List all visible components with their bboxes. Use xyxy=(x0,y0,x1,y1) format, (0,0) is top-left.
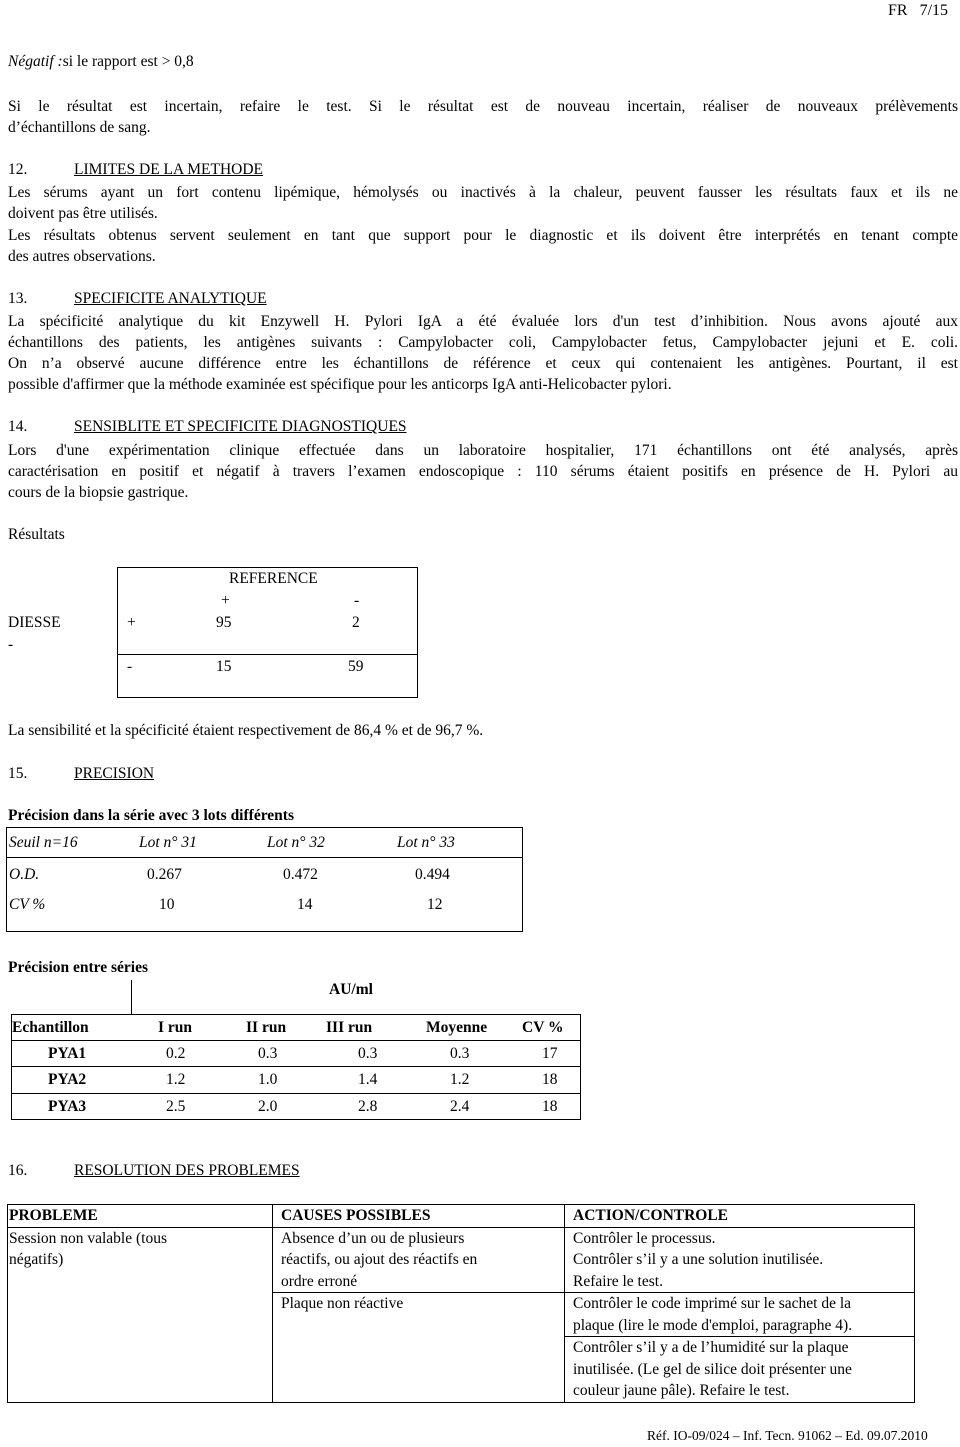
text-line: Absence d’un ou de plusieurs xyxy=(281,1229,465,1247)
row-plus-a: 95 xyxy=(216,614,232,631)
table-header-cell: Moyenne xyxy=(426,1018,488,1036)
cause-cell xyxy=(273,1227,565,1293)
section-title: PRECISION xyxy=(74,765,155,782)
reference-minus: - xyxy=(354,592,360,609)
table-cell: 2.8 xyxy=(358,1097,378,1115)
table-cell: 0.3 xyxy=(358,1044,378,1062)
table-cell: 18 xyxy=(542,1071,558,1088)
problem-cell xyxy=(8,1227,273,1402)
section-15-heading xyxy=(8,765,154,783)
row-plus-sign: + xyxy=(127,614,136,631)
section-12-paragraph-1 xyxy=(8,182,958,224)
table-cell: 2.4 xyxy=(450,1097,470,1115)
reference-header: REFERENCE xyxy=(229,570,318,587)
incertain-paragraph xyxy=(8,96,958,138)
table-cell: 0.3 xyxy=(258,1044,278,1062)
cause-cell: Plaque non réactive xyxy=(273,1293,565,1403)
table-cell: 14 xyxy=(297,895,313,913)
text-line: ordre erroné xyxy=(281,1272,358,1290)
text-line: La spécificité analytique du kit Enzywell H. Pylori IgA a été évaluée lors d'un test d’inhibition. Nous avons ajouté aux xyxy=(8,313,958,330)
table-header-cell: CV % xyxy=(522,1018,564,1036)
language-code: FR xyxy=(888,2,908,19)
text-line: Lors d'une expérimentation clinique effectuée dans un laboratoire hospitalier, 171 échantillons ont été analysés, après xyxy=(8,442,958,459)
negatif-line xyxy=(8,53,194,71)
table-row xyxy=(7,892,523,932)
table-row-label: CV % xyxy=(9,895,46,913)
diesse-minus: - xyxy=(8,636,14,653)
text-line: Contrôler s’il y a de l’humidité sur la plaque xyxy=(573,1339,849,1356)
row-minus-b: 59 xyxy=(348,658,364,675)
page-footer: Réf. IO-09/024 – Inf. Tecn. 91062 – Ed. 09.07.2010 xyxy=(647,1428,928,1443)
incertain-line-1: Si le résultat est incertain, refaire le test. Si le résultat est de nouveau incertain, réaliser de nouveaux prélèvements xyxy=(8,98,958,115)
table-row xyxy=(12,1041,581,1067)
section-16-heading xyxy=(8,1162,300,1180)
inter-precision-title: Précision entre séries xyxy=(8,959,149,976)
text-line: inutilisée. (Le gel de silice doit présenter une xyxy=(573,1360,852,1378)
text-line: Les sérums ayant un fort contenu lipémique, hémolysés ou inactivés à la chaleur, peuvent fausser les résultats faux et ils ne xyxy=(8,184,958,201)
text-line: cours de la biopsie gastrique. xyxy=(8,484,189,501)
text-line: plaque (lire le mode d'emploi, paragraphe 4). xyxy=(573,1316,853,1334)
table-cell: 2.5 xyxy=(166,1097,186,1115)
section-number: 13. xyxy=(8,290,28,307)
table-header-cell: Lot n° 31 xyxy=(139,833,197,851)
section-title: RESOLUTION DES PROBLEMES xyxy=(74,1162,300,1179)
section-13-heading xyxy=(8,290,267,308)
table-row-label: PYA1 xyxy=(48,1044,87,1062)
text-line: Contrôler le processus. xyxy=(573,1229,716,1247)
text-line: Contrôler le code imprimé sur le sachet de la xyxy=(573,1295,852,1312)
troubleshooting-table xyxy=(7,1204,915,1403)
text-line: Session non valable (tous xyxy=(9,1229,167,1247)
table-cell: 12 xyxy=(427,895,443,913)
incertain-line-2: d’échantillons de sang. xyxy=(8,119,151,136)
text-line: possible d'affirmer que la méthode examinée est spécifique pour les anticorps IgA anti-Helicobacter pylori. xyxy=(8,376,672,393)
section-14-heading xyxy=(8,418,407,436)
section-title: SENSIBLITE ET SPECIFICITE DIAGNOSTIQUES xyxy=(74,418,407,435)
table-header-cell: Lot n° 32 xyxy=(267,833,325,851)
text-line: Les résultats obtenus servent seulement en tant que support pour le diagnostic et ils doivent être interprétés en tenant compte xyxy=(8,227,958,244)
row-minus-a: 15 xyxy=(216,658,232,675)
page-header xyxy=(888,2,948,20)
table-header-cell: PROBLEME xyxy=(8,1205,273,1228)
table-cell: 2.0 xyxy=(258,1097,278,1115)
table-cell: 1.0 xyxy=(258,1071,278,1088)
negatif-text: si le rapport est > 0,8 xyxy=(62,53,194,70)
table-row-label: PYA3 xyxy=(48,1097,87,1115)
table-row xyxy=(8,1205,915,1228)
table-row xyxy=(7,858,523,892)
section-number: 16. xyxy=(8,1162,28,1179)
table-cell: 0.3 xyxy=(450,1044,470,1062)
section-number: 14. xyxy=(8,418,28,435)
text-line: doivent pas être utilisés. xyxy=(8,205,158,222)
text-line: Refaire le test. xyxy=(573,1272,663,1290)
section-12-heading xyxy=(8,161,263,179)
table-cell: 0.2 xyxy=(166,1044,186,1062)
table-header-cell: ACTION/CONTROLE xyxy=(573,1207,729,1224)
table-header-cell: CAUSES POSSIBLES xyxy=(273,1205,565,1228)
action-cell xyxy=(565,1227,915,1293)
table-header-cell: II run xyxy=(246,1018,287,1036)
text-line: Contrôler s’il y a une solution inutilisée. xyxy=(573,1251,824,1268)
row-minus-sign: - xyxy=(127,658,133,675)
table-cell: 1.4 xyxy=(358,1071,378,1088)
table-cell: 17 xyxy=(542,1044,558,1062)
table-header-cell: Seuil n=16 xyxy=(9,833,78,851)
negatif-label: Négatif : xyxy=(8,53,63,70)
text-line: négatifs) xyxy=(9,1251,64,1268)
table-cell: 0.472 xyxy=(283,865,318,883)
unit-label: AU/ml xyxy=(329,981,373,998)
action-cell xyxy=(565,1337,915,1403)
page-number: 7/15 xyxy=(919,2,949,19)
sensibilite-conclusion: La sensibilité et la spécificité étaient respectivement de 86,4 % et de 96,7 %. xyxy=(8,722,484,739)
unit-divider xyxy=(131,980,132,1014)
table-row xyxy=(12,1094,581,1120)
text-line: des autres observations. xyxy=(8,248,156,265)
action-cell xyxy=(565,1293,915,1337)
table-cell: 10 xyxy=(159,895,175,913)
table-header-cell: Lot n° 33 xyxy=(397,833,455,851)
text-line: échantillons des patients, les antigènes suivants : Campylobacter coli, Campylobacter fetus, Campylobacter jejuni et E. coli. xyxy=(8,334,958,351)
table-cell: 1.2 xyxy=(450,1071,470,1088)
table-cell: 0.494 xyxy=(415,865,450,883)
table-row xyxy=(12,1067,581,1094)
table-header-cell: Echantillon xyxy=(12,1018,89,1036)
table-row-label: O.D. xyxy=(9,865,40,883)
section-number: 15. xyxy=(8,765,28,782)
table-row xyxy=(12,1015,581,1041)
section-title: SPECIFICITE ANALYTIQUE xyxy=(74,290,267,307)
inter-precision-table xyxy=(11,1014,581,1120)
text-line: On n’a observé aucune différence entre les échantillons de référence et ceux qui contenaient les antigènes. Pourtant, il est xyxy=(8,355,958,372)
reference-plus: + xyxy=(221,592,230,609)
intra-precision-table xyxy=(6,827,523,932)
table-cell: 18 xyxy=(542,1097,558,1115)
row-plus-b: 2 xyxy=(352,614,360,631)
table-row xyxy=(8,1227,915,1293)
intra-precision-title: Précision dans la série avec 3 lots différents xyxy=(8,807,294,824)
table-row-label: PYA2 xyxy=(48,1071,87,1088)
section-title: LIMITES DE LA METHODE xyxy=(74,161,263,178)
resultats-label: Résultats xyxy=(8,526,65,543)
section-number: 12. xyxy=(8,161,28,178)
table-cell: 0.267 xyxy=(147,865,182,883)
text-line: réactifs, ou ajout des réactifs en xyxy=(281,1251,478,1268)
section-12-paragraph-2 xyxy=(8,225,958,267)
section-13-paragraph xyxy=(8,311,958,395)
diesse-label: DIESSE xyxy=(8,614,61,631)
text-line: couleur jaune pâle). Refaire le test. xyxy=(573,1382,790,1399)
section-14-paragraph xyxy=(8,440,958,503)
table-cell: 1.2 xyxy=(166,1071,186,1088)
table-header-cell: I run xyxy=(158,1018,193,1036)
text-line: caractérisation en positif et négatif à travers l’examen endoscopique : 110 sérums étaient positifs en présence de H. Pylori au xyxy=(8,463,958,480)
table-row xyxy=(7,828,523,858)
table-header-cell: III run xyxy=(326,1018,373,1036)
